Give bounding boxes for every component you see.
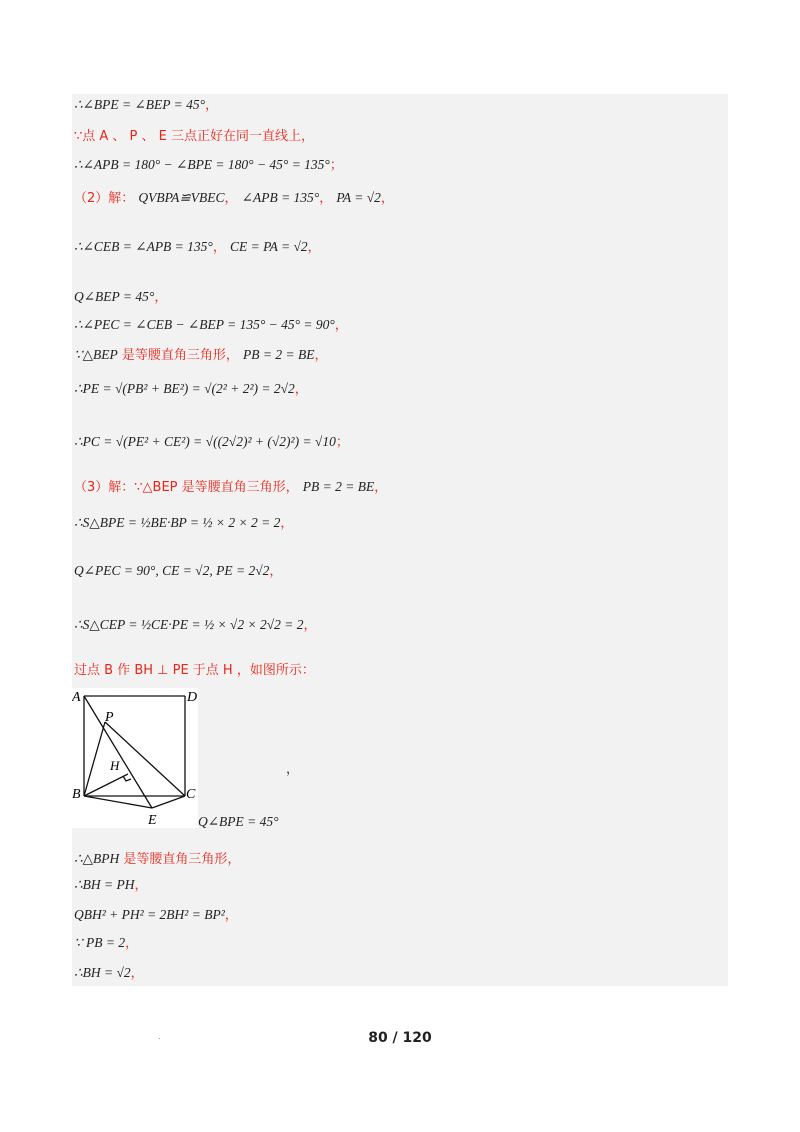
- solution-line-19: [74, 906, 238, 925]
- label-C: C: [186, 787, 196, 802]
- solution-line-16: [198, 813, 279, 832]
- math-expression: PB = 2 = BE: [243, 347, 315, 362]
- math-expression: ∵△BEP: [74, 347, 118, 362]
- part-label: （3）解：∵△BEP 是等腰直角三角形，: [74, 480, 299, 495]
- punctuation: ，: [212, 240, 226, 255]
- explanation-text: ∵点 A 、 P 、 E 三点正好在同一直线上，: [74, 129, 315, 144]
- punctuation: ，: [294, 382, 308, 397]
- math-expression: Q∠BPE = 45°: [198, 814, 279, 829]
- solution-line-14: [74, 616, 316, 635]
- punctuation: ，: [319, 191, 333, 206]
- math-expression: Q∠BEP = 45°: [74, 289, 155, 304]
- punctuation: ；: [329, 158, 343, 173]
- punctuation: ，: [205, 98, 219, 113]
- punctuation: ，: [130, 966, 144, 981]
- math-expression: QBH² + PH² = 2BH² = BP²: [74, 907, 225, 922]
- punctuation: ，: [334, 318, 348, 333]
- punctuation: ，: [374, 480, 388, 495]
- figure-trailing-comma: ，: [286, 762, 300, 777]
- math-expression: ∴∠CEB = ∠APB = 135°: [74, 239, 213, 254]
- math-expression: ∴△BPH: [74, 851, 120, 866]
- punctuation: ，: [224, 908, 238, 923]
- punctuation: ，: [125, 936, 139, 951]
- label-E: E: [148, 813, 157, 828]
- punctuation: ，: [307, 240, 321, 255]
- math-expression: ∴∠PEC = ∠CEB − ∠BEP = 135° − 45° = 90°: [74, 317, 335, 332]
- math-expression: ∴BH = PH: [74, 877, 135, 892]
- punctuation: ，: [314, 348, 328, 363]
- part-label: （2）解：: [74, 191, 135, 206]
- part-2-heading: [74, 189, 394, 208]
- solution-line-17: [74, 850, 240, 869]
- punctuation: ，: [269, 564, 283, 579]
- solution-line-6: [74, 288, 167, 307]
- punctuation: ，: [154, 290, 168, 305]
- solution-line-3: [74, 156, 343, 175]
- solution-line-12: [74, 514, 293, 533]
- label-A: A: [72, 690, 81, 705]
- explanation-text: 是等腰直角三角形，: [123, 852, 241, 867]
- geometry-figure: [72, 688, 198, 828]
- explanation-text: 过点 B 作 BH ⊥ PE 于点 H ，如图所示：: [74, 663, 315, 678]
- solution-line-2: [74, 128, 314, 146]
- punctuation: ，: [303, 618, 317, 633]
- solution-line-7: [74, 316, 348, 335]
- math-expression: ∠APB = 135°: [241, 190, 320, 205]
- label-D: D: [187, 690, 198, 705]
- math-expression: ∵ PB = 2: [74, 935, 126, 950]
- math-expression: PB = 2 = BE: [302, 479, 375, 494]
- label-H: H: [110, 758, 120, 773]
- solution-line-13: [74, 562, 282, 581]
- math-expression: QVBPA≌VBEC: [138, 190, 225, 205]
- punctuation: ；: [335, 435, 349, 450]
- solution-line-1: [74, 96, 218, 115]
- math-expression: ∴BH = √2: [74, 965, 131, 980]
- math-expression: ∴S△BPE = ½BE·BP = ½ × 2 × 2 = 2: [74, 515, 281, 530]
- punctuation: ，: [380, 191, 394, 206]
- math-expression: Q∠PEC = 90°, CE = √2, PE = 2√2: [74, 563, 270, 578]
- punctuation: ，: [224, 191, 238, 206]
- math-expression: ∴PE = √(PB² + BE²) = √(2² + 2²) = 2√2: [74, 381, 295, 396]
- solution-line-21: [74, 964, 144, 983]
- math-expression: CE = PA = √2: [229, 239, 308, 254]
- explanation-text: 是等腰直角三角形，: [121, 348, 239, 363]
- punctuation: ，: [134, 878, 148, 893]
- math-expression: PA = √2: [336, 190, 381, 205]
- solution-line-10: [74, 432, 349, 452]
- math-expression: ∴∠BPE = ∠BEP = 45°: [74, 97, 206, 112]
- solution-line-15: [74, 662, 315, 680]
- label-B: B: [72, 787, 81, 802]
- math-expression: ∴PC = √(PE² + CE²) = √((2√2)² + (√2)²) = √10: [74, 434, 336, 449]
- solution-line-8: [74, 346, 328, 365]
- solution-line-20: [74, 934, 138, 953]
- solution-line-18: [74, 876, 147, 895]
- page-number: 80 / 120: [368, 1030, 432, 1046]
- part-3-heading: [74, 478, 387, 497]
- punctuation: ，: [280, 516, 294, 531]
- solution-line-5: [74, 238, 321, 257]
- math-expression: ∴∠APB = 180° − ∠BPE = 180° − 45° = 135°: [74, 157, 330, 172]
- math-expression: ∴S△CEP = ½CE·PE = ½ × √2 × 2√2 = 2: [74, 617, 304, 632]
- square-diagram: [72, 688, 198, 828]
- solution-line-9: [74, 380, 308, 399]
- stray-dot: .: [158, 1032, 161, 1041]
- label-P: P: [105, 710, 114, 725]
